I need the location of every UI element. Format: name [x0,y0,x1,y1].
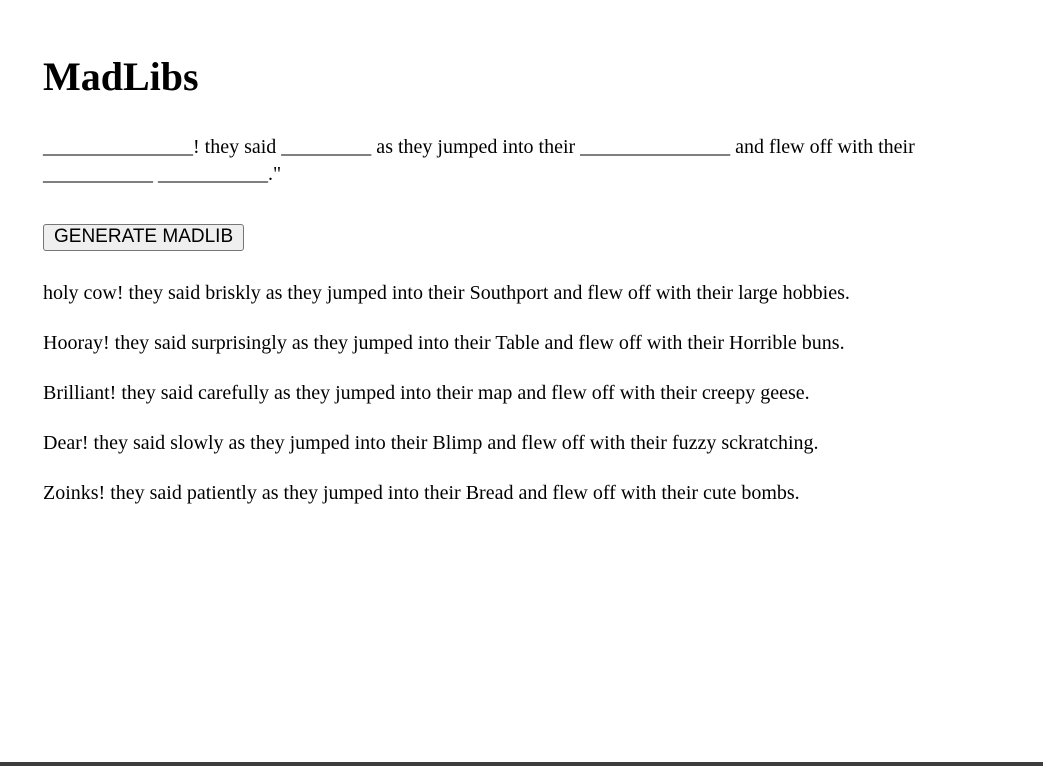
page-title: MadLibs [43,54,199,99]
madlib-result: Hooray! they said surprisingly as they jumped into their Table and flew off with their Horrible buns. [43,332,845,354]
generate-madlib-button[interactable]: GENERATE MADLIB [43,224,244,251]
window-bottom-edge [0,762,1043,766]
madlib-template-sentence: _______________! they said _________ as they jumped into their _______________ and flew off with their ___________ ___________." [43,136,920,185]
madlib-result: Brilliant! they said carefully as they jumped into their map and flew off with their creepy geese. [43,382,810,404]
madlib-result: holy cow! they said briskly as they jumped into their Southport and flew off with their large hobbies. [43,282,850,304]
madlib-result: Dear! they said slowly as they jumped into their Blimp and flew off with their fuzzy sckratching. [43,432,819,454]
madlib-result: Zoinks! they said patiently as they jumped into their Bread and flew off with their cute bombs. [43,482,800,504]
